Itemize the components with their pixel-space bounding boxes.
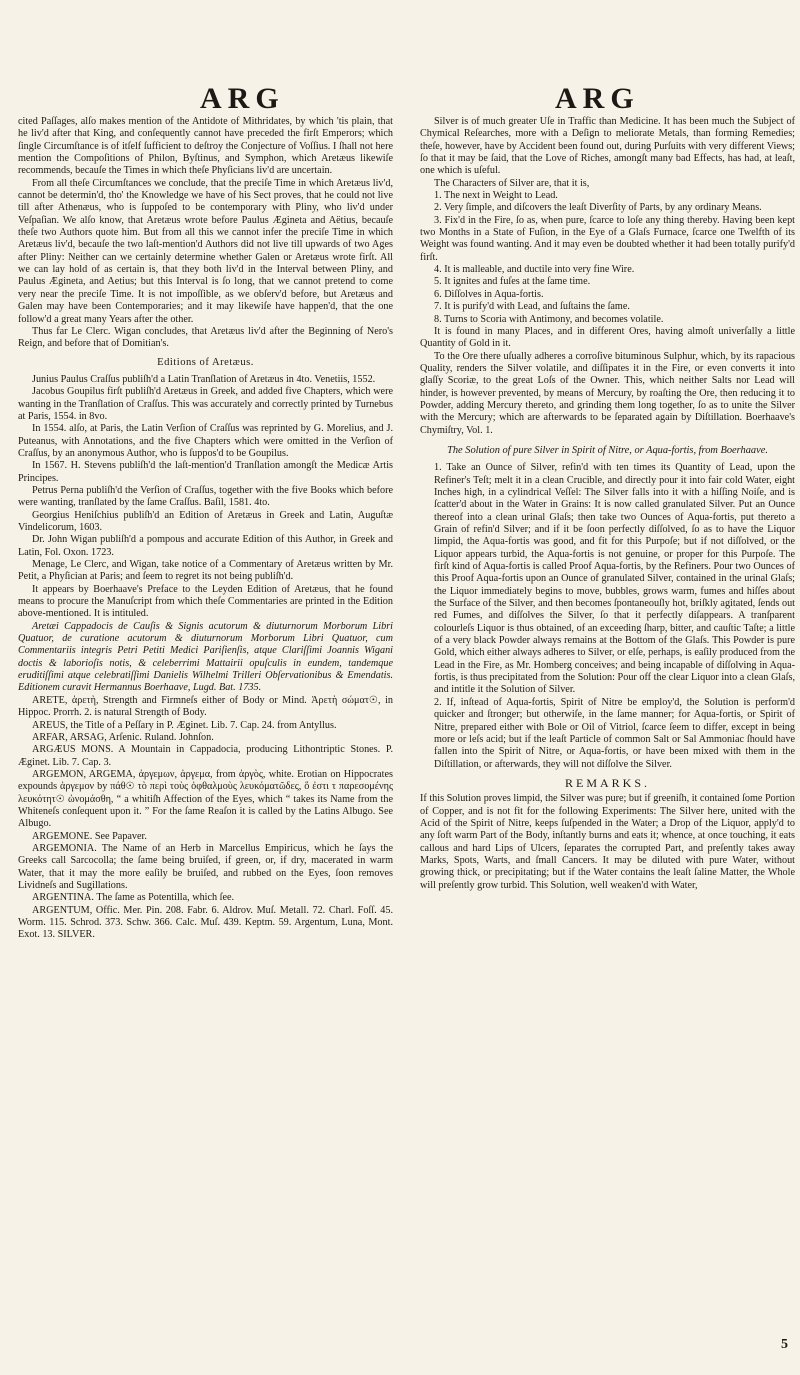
edition-entry: It appears by Boerhaave's Preface to the Leyden Edition of Aretæus, that he found means to procure the Manuſcript from which theſe Commentaries are printed in the Edition above-mentioned. It is intituled. [18, 583, 393, 620]
solution-heading: The Solution of pure Silver in Spirit of Nitre, or Aqua-fortis, from Boerhaave. [447, 444, 768, 456]
edition-entry: In 1554. alſo, at Paris, the Latin Verſion of Craſſus was reprinted by G. Morelius, and J. Puteanus, with Annotations, and the five Chapters which were omitted in the Verſion of Craſſus, by an anonymous Author, who is ſuppos'd to be Goupilus. [18, 423, 393, 459]
paragraph: Thus far Le Clerc. Wigan concludes, that Aretæus liv'd after the Beginning of Nero's Reign, and before that of Domitian's. [18, 325, 393, 350]
paragraph: To the Ore there uſually adheres a corroſive bituminous Sulphur, which, by its rapacious Quality, renders the Silver volatile, and diſſipates it in the Fire, or even converts it into glaſſy Scoriæ, to the great Loſs of the Owner. This, which neither Salts nor Lead will hinder, is however prevented, by means of Mercury, by roaſting the Ore, then reducing it to Powder, adding Mercury thereto, and grinding them long together, ſo as to unite the Silver with the Mercury; which are afterwards to be ſeparated again by Diſtillation. Boerhaave's Chymiſtry, Vol. 1. [420, 350, 795, 436]
character-item: 2. Very ſimple, and diſcovers the leaſt Diverſity of Parts, by any ordinary Means. [434, 202, 762, 214]
running-head-right: ARG [555, 82, 640, 115]
edition-entry: Georgius Heniſchius publiſh'd an Edition of Aretæus in Greek and Latin, Auguſtæ Vindelicorum, 1603. [18, 509, 393, 533]
dictionary-entry: ARGENTUM, Offic. Mer. Pin. 208. Fabr. 6. Aldrov. Muſ. Metall. 72. Charl. Foſſ. 45. Worm. 115. Schrod. 373. Schw. 366. Calc. Muſ. 439. Keptm. 59. Argentum, Luna, Mont. Exot. 13. SILVER. [18, 904, 393, 941]
dictionary-entry: ARFAR, ARSAG, Arſenic. Ruland. Johnſon. [32, 731, 214, 743]
character-item: 6. Diſſolves in Aqua-fortis. [434, 288, 544, 300]
character-item: 3. Fix'd in the Fire, ſo as, when pure, ſcarce to loſe any thing thereby. Having been kept two Months in a State of Fuſion, in the Eye of a Glaſs Furnace, ſcarce one Twelfth of its Weight was found wanting. And it may even be doubted whether it had been totally purify'd firſt. [420, 214, 795, 263]
character-item: 7. It is purify'd with Lead, and ſuſtains the ſame. [434, 301, 630, 313]
solution-step: 1. Take an Ounce of Silver, refin'd with ten times its Quantity of Lead, upon the Refiner's Teſt; melt it in a clean Crucible, and directly pour it into fair cold Water, eight Inches high, in a cylindrical Veſſel: The Silver falls into it with a hiſſing Noiſe, and is ſcatter'd about in the Water in Grains: It is now called granulated Silver. Put an Ounce thereof into a clean urinal Glaſs; then take two Ounces of Aqua-fortis, put thereto a Grain of refin'd Silver; and if it be ſoon perfectly diſſolved, ſo as to have the Liquor limpid, the Aqua-fortis was good, and fit for this Purpoſe; but if not diſſolved, or the Liquor appears turbid, the Aqua-fortis is not genuine, or proper for this Purpoſe. The firſt kind of Aqua-fortis is called Proof Aqua-fortis, by the Refiners. Pour two Ounces of this Proof Aqua-fortis upon an Ounce of granulated Silver, contained in the urinal Glaſs; the Liquor immediately begins to move, bubbles, grows warm, fumes and hiſſes about the Surface of the Silver, and then becomes ſpontaneouſly hot, briſkly agitated, ſends out red Fumes, and diſſolves the Silver, ſo that it perfectly diſappears. A tranſparent colourleſs Liquor is thus obtained, of an exceeding ſharp, bitter, and cauſtic Taſte; a little of a very black Powder always remains at the Bottom of the Glaſs. This Powder is pure Gold, which either always adheres to Silver, or elſe, perhaps, is eaſily produced from the Lead in the Fire, as Mr. Homberg conceives; and being incapable of diſſolving in Aqua-fortis, is thus precipitated from the Solution: Pour off the clear Liquor into a clean Glaſs, and intitle it the Solution of Silver. [434, 462, 795, 696]
remarks-paragraph: If this Solution proves limpid, the Silver was pure; but if greeniſh, it contained ſome Portion of Copper, and is not fit for the following Experiments: The Silver here, united with the Acid of the Spirit of Nitre, keeps ſuſpended in the Water; a Drop of the Liquor, apply'd to any ſoft warm Part of the Body, inſtantly burns and eats it; whence, at once touching, it eats callous and hard Lips of Ulcers, ſeparates the corrupted Part, and preſently takes away Marks, Spots, Warts, and ſmall Cancers. It may be diluted with pure Water, without growing thick, or precipitating; but if the Water contains the leaſt ſaline Matter, the Whole will preſently grow turbid. This Solution, well weaken'd with Water, [420, 793, 795, 891]
solution-step: 2. If, inſtead of Aqua-fortis, Spirit of Nitre be employ'd, the Solution is perform'd quicker and ſtronger; but otherwiſe, in the ſame manner; for Aqua-fortis, or Spirit of Nitre, prepared either with Bole or Oil of Vitriol, ſcarce ſeem to differ, except in being more or leſs acid; but if the leaſt Particle of common Salt or Sal Ammoniac ſhould have fallen into the Spirit of Nitre, or Aqua-fortis, or have been mixed with them in the Diſtillation, or afterwards, they will not diſſolve the Silver. [434, 696, 795, 770]
running-head-left: ARG [200, 82, 285, 115]
dictionary-entry: AREUS, the Title of a Peſſary in P. Æginet. Lib. 7. Cap. 24. from Antyllus. [32, 719, 337, 731]
dictionary-entry: ARGEMONIA. The Name of an Herb in Marcellus Empiricus, which he ſays the Greeks call Sarcocolla; the ſame being bruiſed, if green, or, if dry, macerated in warm Water, that it may the more eaſily be bruiſed, and rubbed on the Eyes, ſoon removes Lividneſs and Sugillations. [18, 842, 393, 891]
character-item: 5. It ignites and fuſes at the ſame time. [434, 276, 591, 288]
edition-entry: Petrus Perna publiſh'd the Verſion of Craſſus, together with the five Books which before were wanting, tranſlated by the ſame Craſſus. Baſil, 1581. 4to. [18, 484, 393, 509]
character-item: 1. The next in Weight to Lead. [434, 190, 558, 202]
dictionary-entry: ARGÆUS MONS. A Mountain in Cappadocia, producing Lithontriptic Stones. P. Æginet. Lib. 7. Cap. 3. [18, 744, 393, 768]
edition-entry: Junius Paulus Craſſus publiſh'd a Latin Tranſlation of Aretæus in 4to. Venetiis, 1552. [32, 373, 376, 385]
right-column [420, 116, 795, 892]
edition-entry: Dr. John Wigan publiſh'd a pompous and accurate Edition of this Author, in Greek and Latin, Fol. Oxon. 1723. [18, 534, 393, 558]
paragraph: The Characters of Silver are, that it is, [434, 177, 590, 189]
character-item: 8. Turns to Scoria with Antimony, and becomes volatile. [434, 313, 664, 325]
paragraph: cited Paſſages, alſo makes mention of the Antidote of Mithridates, by which 'tis plain, that he liv'd after that King, and conſequently cannot have preceded the firſt Emperors; which ſingle Circumſtance is of itſelf ſufficient to deſtroy the Conjecture of Voſſius. I ſhall not here mention the Compoſitions of Philon, Byſtinus, and Symphon, which Aretæus likewiſe recommends, becauſe the Times in which theſe Phyſicians liv'd are uncertain. [18, 116, 393, 177]
edition-entry: Menage, Le Clerc, and Wigan, take notice of a Commentary of Aretæus written by Mr. Petit, a Phyſician at Paris; and ſeem to regret its not being publiſh'd. [18, 559, 393, 583]
dictionary-entry: ARGEMON, ARGEMA, ἀργεμων, ἀργεμα, from ἀργὸς, white. Erotian on Hippocrates expounds ἀργεμον by πάθ☉ τὸ περὶ τοὺς ὀφθαλμοὺς λευκόματῶδες, ὅ ἐστι τ παρεσομένης λευκότητ☉ ὠνομάσθη, “ a whitiſh Affection of the Eyes, which “ takes its Name from the Whiteneſs conſequent upon it. ” For the ſame Reaſon it is called by the Latins Albugo. See Albugo. [18, 768, 393, 830]
remarks-heading: REMARKS. [564, 775, 650, 790]
dictionary-entry: ARETE, ἀρετὴ, Strength and Firmneſs either of Body or Mind. Ἀρετὴ σώματ☉, in Hippoc. Prorrh. 2. is natural Strength of Body. [18, 694, 393, 719]
edition-entry: Jacobus Goupilus firſt publiſh'd Aretæus in Greek, and added five Chapters, which were wanting in the Tranſlation of Craſſus. This was accurately and correctly printed by Turnebus at Paris, 1554. in 8vo. [18, 386, 393, 422]
dictionary-entry: ARGENTINA. The ſame as Potentilla, which ſee. [32, 892, 235, 904]
paragraph: From all theſe Circumſtances we conclude, that the preciſe Time in which Aretæus liv'd, cannot be determin'd, tho' the Knowledge we have of his Sect proves, that he could not live till after Athenæus, who is ſuppoſed to be contemporary with Pliny, who liv'd under Veſpaſian. We alſo know, that Aretæus wrote before Paulus Ægineta and Aëtius, becauſe theſe two Authors quote him. But from all this we cannot infer the preciſe Time in which Aretæus liv'd, becauſe the two laſt-mention'd Authors did not live till upwards of two Ages after Pliny: Neither can we certainly determine whether Galen or Aretæus wrote firſt. All we can lay hold of as certain is, that they both liv'd in the Interval between Pliny, and Paulus Ægineta, and Aetius; but this Interval is ſo long, that we cannot pretend to come very near the preciſe Time. It is not impoſſible, as we obſerv'd before, but Aretæus and Galen may have been Contemporaries; and it may likewiſe have happen'd, that the one follow'd a great many Years after the other. [18, 177, 393, 325]
edition-entry: In 1567. H. Stevens publiſh'd the laſt-mention'd Tranſlation amongſt the Medicæ Artis Principes. [18, 460, 393, 484]
page-number: 5 [781, 1337, 788, 1352]
edition-entry: Aretæi Cappadocis de Cauſis & Signis acutorum & diuturnorum Morborum Libri Quatuor, de curatione acutorum & diuturnorum Morborum Libri Quatuor, cum Commentariis integris Petri Petiti Medici Pariſienſis, atque Clariſſimi Joannis Wigani doctis & laborioſis notis, & celeberrimi Mattairii opuſculis in eundem, tandemque eruditiſſimi atque celebratiſſimi Danielis Wilhelmi Trilleri Obſervationibus & Emendatis. Editionem curavit Hermannus Boerhaave, Lugd. Bat. 1735. [18, 620, 393, 694]
character-item: 4. It is malleable, and ductile into very fine Wire. [434, 264, 635, 276]
left-column [18, 116, 393, 942]
editions-heading: Editions of Aretæus. [157, 356, 254, 368]
paragraph: Silver is of much greater Uſe in Traffic than Medicine. It has been much the Subject of Chymical Reſearches, more with a Deſign to meliorate Metals, than forming Remedies; theſe, however, have by Accident been found out, during Purſuits with very different Views; ſo that it may be ſaid, that the Love of Riches, amongſt many bad Effects, has had, at leaſt, one which is uſeful. [420, 116, 795, 177]
dictionary-entry: ARGEMONE. See Papaver. [32, 830, 147, 842]
paragraph: It is found in many Places, and in different Ores, having almoſt univerſally a little Quantity of Gold in it. [420, 325, 795, 350]
